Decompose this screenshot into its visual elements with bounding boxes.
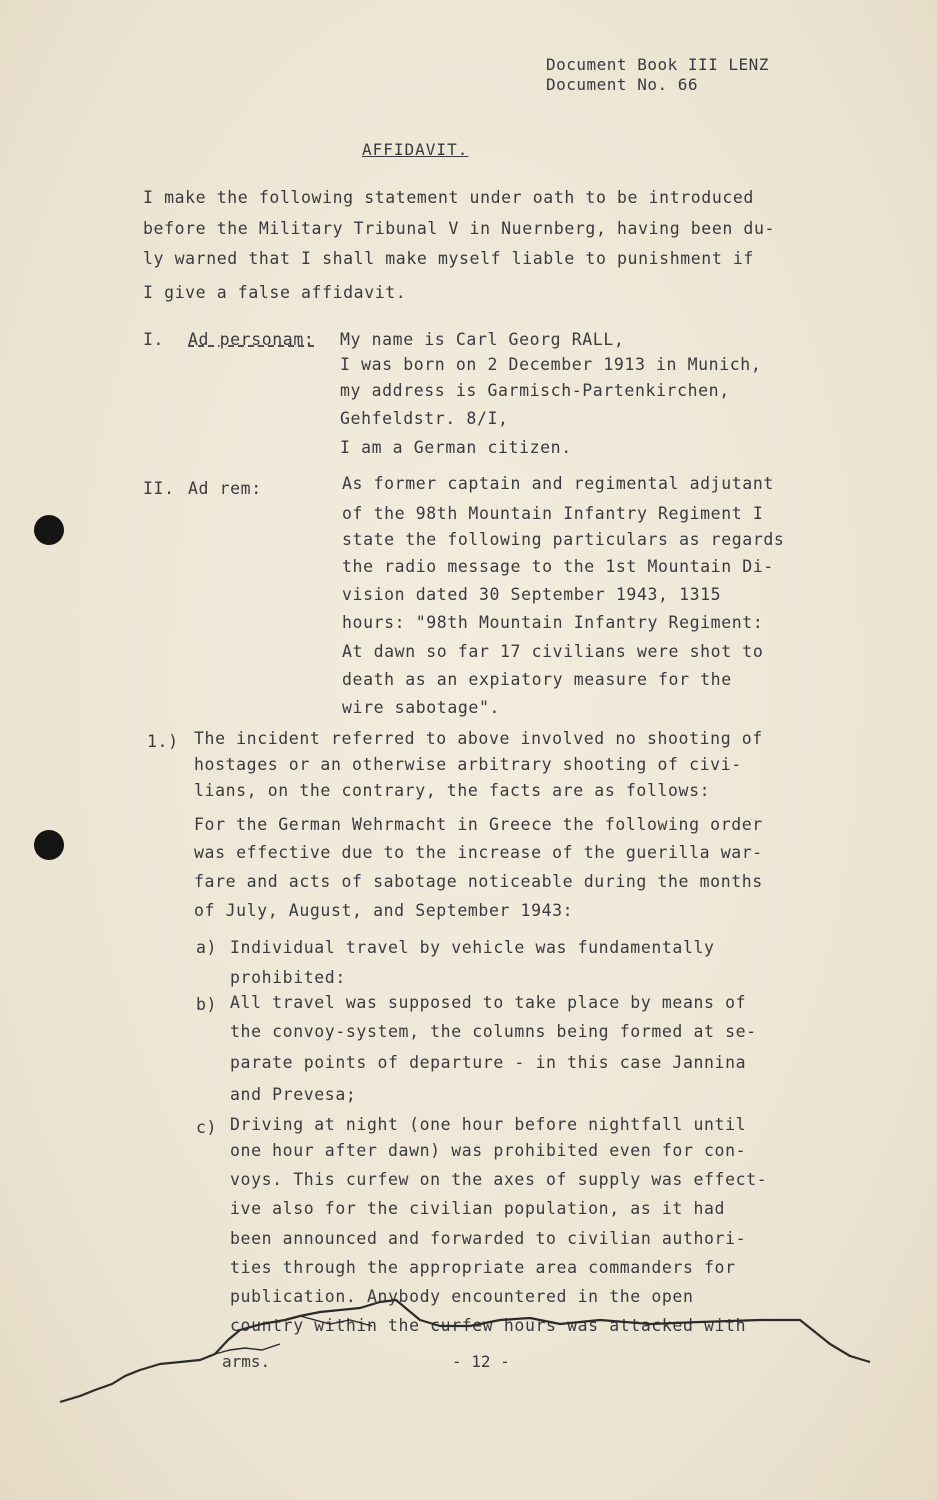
section-line: death as an expiatory measure for the: [342, 670, 732, 689]
item-line: been announced and forwarded to civilian authori-: [230, 1229, 747, 1248]
intro-line: before the Military Tribunal V in Nuernberg, having been du-: [143, 219, 776, 238]
section-line: my address is Garmisch-Partenkirchen,: [340, 381, 730, 400]
item-line: ties through the appropriate area commanders for: [230, 1258, 736, 1277]
item-line: and Prevesa;: [230, 1085, 357, 1104]
section-line: My name is Carl Georg RALL,: [340, 330, 625, 349]
item-line: one hour after dawn) was prohibited even for con-: [230, 1141, 747, 1160]
intro-line: I make the following statement under oath to be introduced: [143, 188, 754, 207]
item-line: Driving at night (one hour before nightfall until: [230, 1115, 747, 1134]
punch-hole: [34, 830, 64, 860]
point-line: hostages or an otherwise arbitrary shooting of civi-: [194, 755, 742, 774]
section-line: I am a German citizen.: [340, 438, 572, 457]
punch-hole: [34, 515, 64, 545]
intro-line: I give a false affidavit.: [143, 283, 407, 302]
section-line: I was born on 2 December 1913 in Munich,: [340, 355, 762, 374]
torn-edge: [0, 1290, 937, 1410]
item-label: b): [196, 995, 218, 1014]
doc-book-ref: Document Book III LENZ: [546, 55, 769, 74]
section-line: vision dated 30 September 1943, 1315: [342, 585, 722, 604]
section-label: I.: [143, 330, 165, 349]
item-line: parate points of departure - in this case Jannina: [230, 1053, 747, 1072]
point-line: of July, August, and September 1943:: [194, 901, 574, 920]
page-title: AFFIDAVIT.: [362, 140, 469, 159]
point-line: fare and acts of sabotage noticeable during the months: [194, 872, 763, 891]
intro-line: ly warned that I shall make myself liable to punishment if: [143, 249, 754, 268]
section-line: Gehfeldstr. 8/I,: [340, 409, 509, 428]
section-heading: Ad rem:: [188, 479, 262, 498]
point-line: For the German Wehrmacht in Greece the following order: [194, 815, 763, 834]
item-label: c): [196, 1118, 218, 1137]
point-label: 1.): [147, 732, 179, 751]
section-line: As former captain and regimental adjutant: [342, 474, 774, 493]
item-line: country within the curfew hours was attacked with: [230, 1316, 747, 1335]
item-label: a): [196, 938, 218, 957]
section-heading: Ad personam:: [188, 330, 315, 349]
page-number: - 12 -: [452, 1352, 510, 1371]
section-line: of the 98th Mountain Infantry Regiment I: [342, 504, 764, 523]
section-line: hours: "98th Mountain Infantry Regiment:: [342, 613, 764, 632]
item-line: prohibited:: [230, 968, 346, 987]
section-label: II.: [143, 479, 175, 498]
item-line: Individual travel by vehicle was fundamentally: [230, 938, 715, 957]
item-line: All travel was supposed to take place by means of: [230, 993, 747, 1012]
item-line: the convoy-system, the columns being formed at se-: [230, 1022, 757, 1041]
item-line: voys. This curfew on the axes of supply was effect-: [230, 1170, 768, 1189]
section-line: At dawn so far 17 civilians were shot to: [342, 642, 764, 661]
doc-number: Document No. 66: [546, 75, 698, 94]
continuation-text: arms.: [222, 1352, 271, 1371]
point-line: The incident referred to above involved no shooting of: [194, 729, 763, 748]
item-line: ive also for the civilian population, as it had: [230, 1199, 726, 1218]
section-line: state the following particulars as regards: [342, 530, 785, 549]
point-line: lians, on the contrary, the facts are as follows:: [194, 781, 711, 800]
point-line: was effective due to the increase of the guerilla war-: [194, 843, 763, 862]
section-line: the radio message to the 1st Mountain Di-: [342, 557, 774, 576]
section-line: wire sabotage".: [342, 698, 501, 717]
item-line: publication. Anybody encountered in the open: [230, 1287, 694, 1306]
